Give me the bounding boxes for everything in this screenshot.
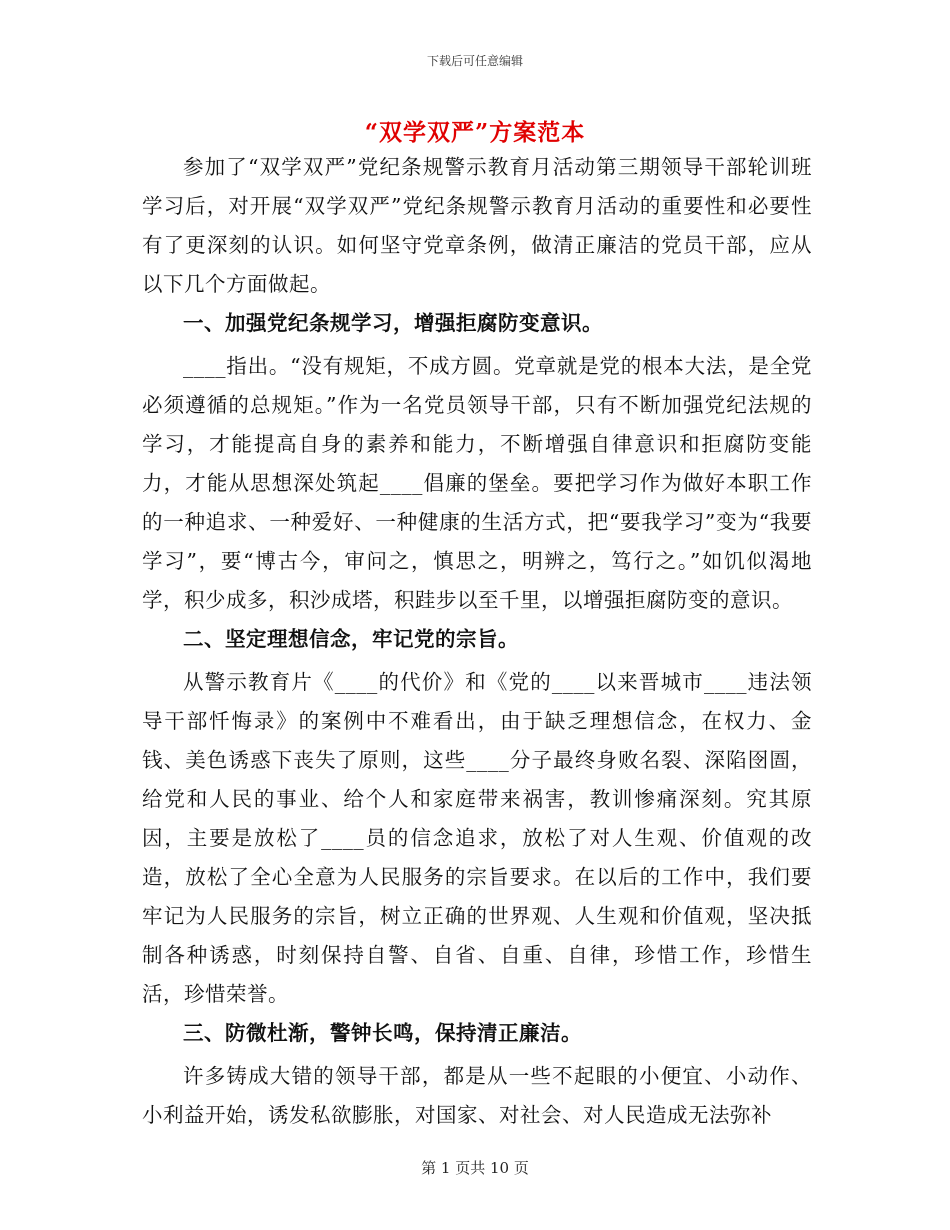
page-footer: 第 1 页共 10 页 (421, 1159, 529, 1177)
section-heading-2: 二、坚定理想信念，牢记党的宗旨。 (183, 627, 519, 651)
document-body (142, 148, 812, 1135)
section-2-paragraph: 从警示教育片《____的代价》和《党的____以来晋城市____违法领导干部忏悔录》的案例中不难看出，由于缺乏理想信念，在权力、金钱、美色诱惑下丧失了原则，这些____分子最终身败名裂、深陷囹圄，给党和人民的事业、给个人和家庭带来祸害，教训惨痛深刻。究其原因，主要是放松了____员的信念追求，放松了对人生观、价值观的改造，放松了全心全意为人民服务的宗旨要求。在以后的工作中，我们要牢记为人民服务的宗旨，树立正确的世界观、人生观和价值观，坚决抵制各种诱惑，时刻保持自警、自省、自重、自律，珍惜工作，珍惜生活，珍惜荣誉。 (142, 670, 812, 1006)
intro-paragraph: 参加了“双学双严”党纪条规警示教育月活动第三期领导干部轮训班学习后，对开展“双学双严”党纪条规警示教育月活动的重要性和必要性有了更深刻的认识。如何坚守党章条例，做清正廉洁的党员干部，应从以下几个方面做起。 (142, 155, 812, 296)
document-title: “双学双严”方案范本 (364, 119, 586, 146)
section-heading-1: 一、加强党纪条规学习，增强拒腐防变意识。 (183, 311, 603, 335)
section-3-paragraph: 许多铸成大错的领导干部，都是从一些不起眼的小便宜、小动作、小利益开始，诱发私欲膨胀，对国家、对社会、对人民造成无法弥补 (142, 1064, 812, 1127)
page-header: 下载后可任意编辑 (426, 54, 523, 68)
section-1-paragraph: ____指出。“没有规矩，不成方圆。党章就是党的根本大法，是全党必须遵循的总规矩。”作为一名党员领导干部，只有不断加强党纪法规的学习，才能提高自身的素养和能力，不断增强自律意识和拒腐防变能力，才能从思想深处筑起____倡廉的堡垒。要把学习作为做好本职工作的一种追求、一种爱好、一种健康的生活方式，把“要我学习”变为“我要学习”，要“博古今，审问之，慎思之，明辨之，笃行之。”如饥似渴地学，积少成多，积沙成塔，积跬步以至千里，以增强拒腐防变的意识。 (142, 354, 812, 612)
section-heading-3: 三、防微杜渐，警钟长鸣，保持清正廉洁。 (183, 1021, 582, 1045)
